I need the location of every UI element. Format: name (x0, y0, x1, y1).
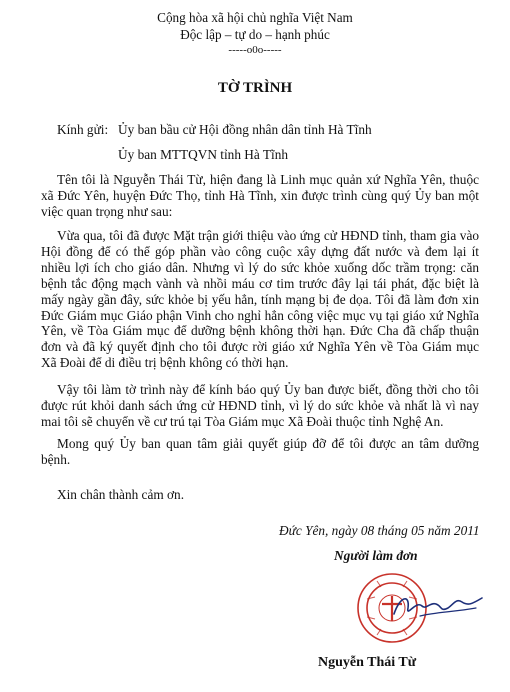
body-paragraph-3: Vậy tôi làm tờ trình này để kính báo quý Ủy ban được biết, đồng thời cho tôi được rút khỏi danh sách ứng cử HĐND tỉnh, vì lý do sức khỏe và nhất là vì nay mai tôi sẽ chuyển về cư trú tại Tòa Giám mục Xã Đoài thuộc tỉnh Nghệ An. (41, 382, 479, 429)
body-paragraph-2: Vừa qua, tôi đã được Mặt trận giới thiệu vào ứng cử HĐND tỉnh, tham gia vào Hội đồng để có thể góp phần vào công cuộc xây dựng đất nước và đem lại ít nhiều lợi ích cho giáo dân. Nhưng vì lý do sức khỏe xuống dốc trầm trọng: căn bệnh tắc động mạch vành và nhồi máu cơ tim trước đây lại tái phát, đặc biệt là mấy ngày gần đây, sức khỏe bị yếu hẳn, tính mạng bị đe dọa. Tôi đã làm đơn xin Đức Giám mục Giáo phận Vinh cho nghỉ hẳn công việc mục vụ tại giáo xứ Nghĩa Yên, về Tòa Giám mục để dưỡng bệnh không thời hạn. Đức Cha đã chấp thuận đơn và đã ký quyết định cho tôi được rời giáo xứ Nghĩa Yên về Tòa Giám mục Xã Đoài để di điều trị bệnh không có thời hạn. (41, 228, 479, 371)
place-date: Đức Yên, ngày 08 tháng 05 năm 2011 (279, 523, 480, 538)
recipients-prefix: Kính gửi: (57, 122, 109, 137)
national-motto-line2: Độc lập – tự do – hạnh phúc (180, 27, 330, 42)
body-paragraph-1: Tên tôi là Nguyễn Thái Từ, hiện đang là Linh mục quản xứ Nghĩa Yên, thuộc xã Đức Yên, huyện Đức Thọ, tỉnh Hà Tĩnh, xin được trình cùng quý Ủy ban một việc quan trọng như sau: (41, 172, 479, 219)
recipient-line2: Ủy ban MTTQVN tỉnh Hà Tĩnh (118, 147, 289, 162)
recipient-line1: Ủy ban bầu cử Hội đồng nhân dân tỉnh Hà Tĩnh (118, 122, 372, 137)
signer-name: Nguyễn Thái Từ (318, 655, 417, 670)
header-ornament: -----o0o----- (228, 44, 282, 56)
closing-line: Xin chân thành cảm ơn. (57, 487, 185, 502)
document-title: TỜ TRÌNH (217, 80, 293, 96)
handwritten-signature (390, 588, 488, 628)
body-paragraph-4: Mong quý Ủy ban quan tâm giải quyết giúp đỡ để tôi được an tâm dưỡng bệnh. (41, 436, 479, 467)
national-motto-line1: Cộng hòa xã hội chủ nghĩa Việt Nam (157, 10, 353, 25)
signer-role: Người làm đơn (334, 548, 418, 563)
